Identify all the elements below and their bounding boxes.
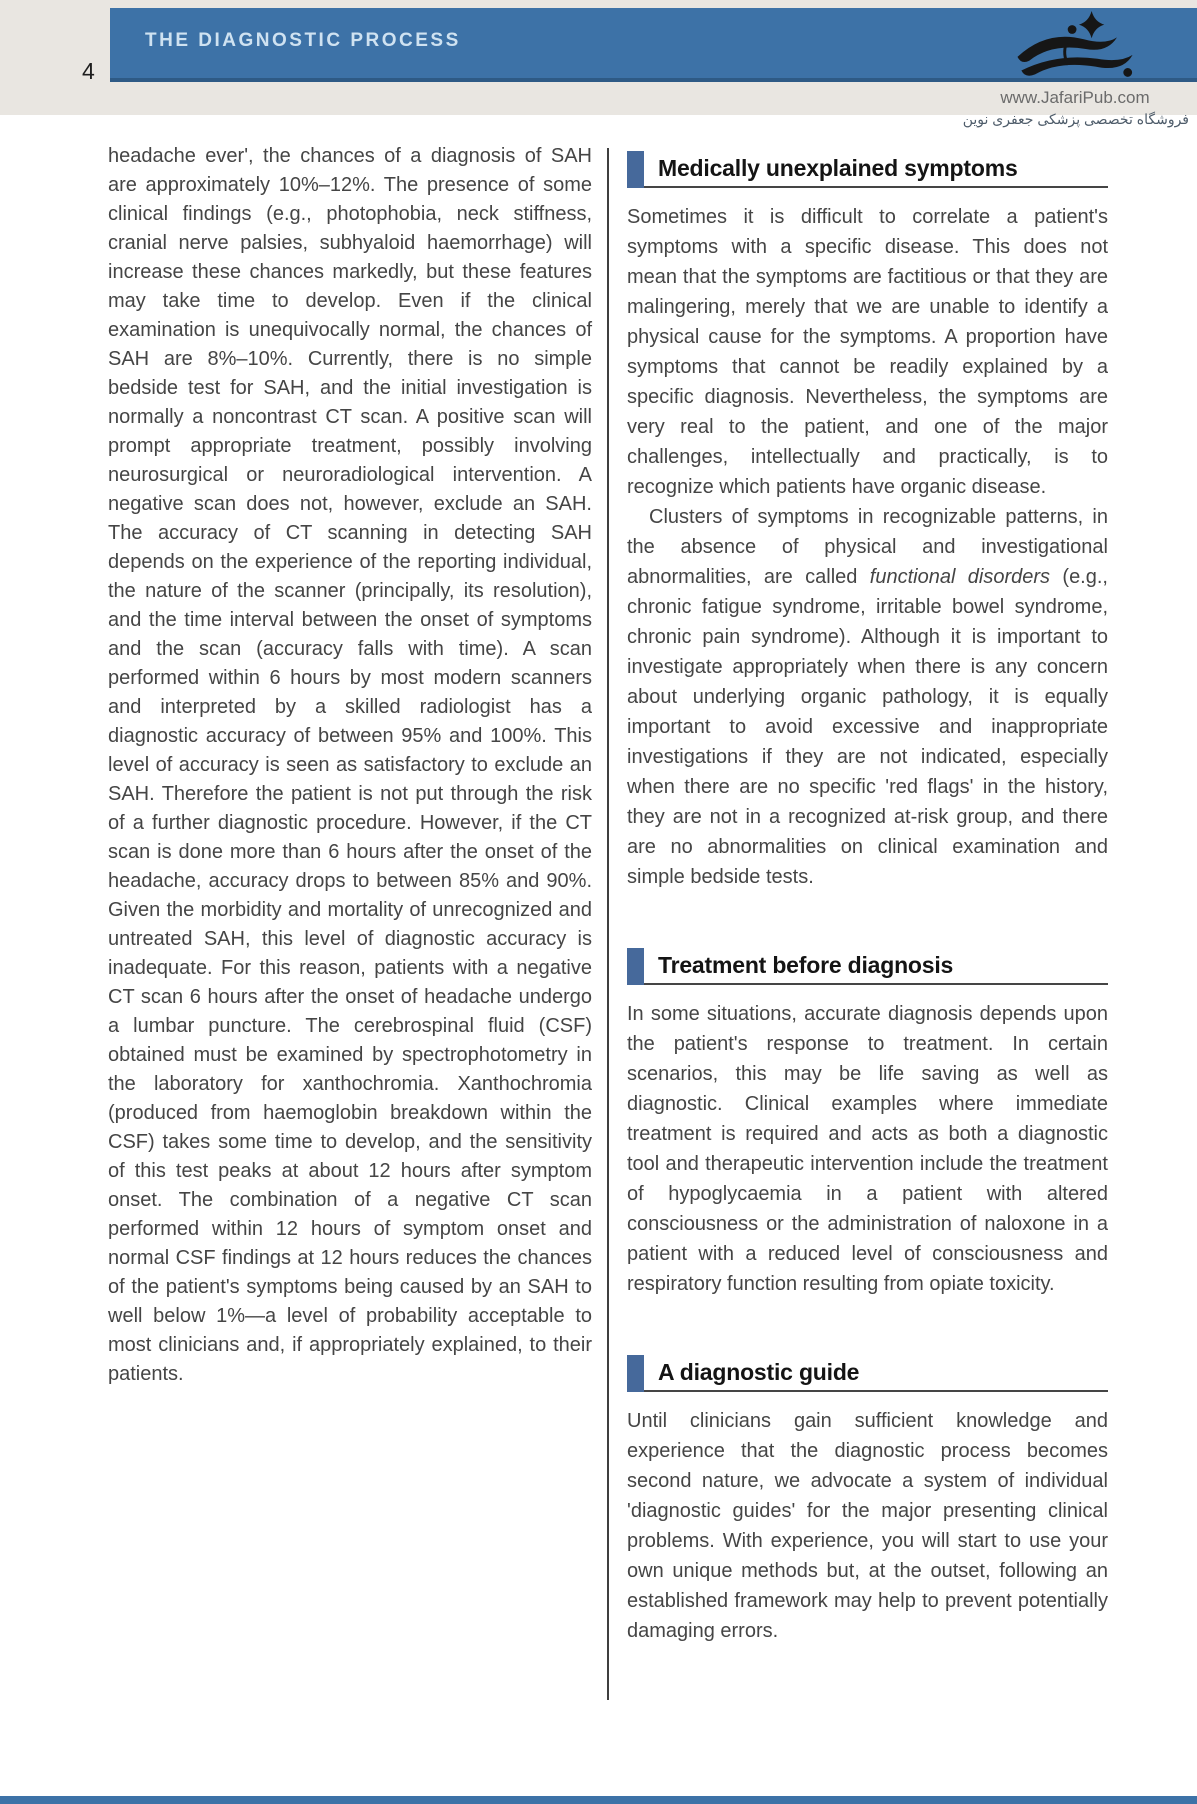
section-paragraph: In some situations, accurate diagnosis depends upon the patient's response to treatment. In certain scenarios, this may be life saving as well as diagnostic. Clinical examples where immediate treatment is required and acts as both a diagnostic tool and therapeutic intervention include the treatment of hypoglycaemia in a patient with altered consciousness or the administration of naloxone in a patient with a reduced level of consciousness and respiratory function resulting from opiate toxicity.: [627, 1003, 1108, 1295]
section-paragraph: Sometimes it is difficult to correlate a patient's symptoms with a specific disease. This does not mean that the symptoms are factitious or that they are malingering, merely that we are unable to identify a physical cause for the symptoms. A proportion have symptoms that cannot be readily explained by a specific diagnosis. Nevertheless, the symptoms are very real to the patient, and one of the major challenges, intellectually and practically, is to recognize which patients have organic disease.: [627, 206, 1108, 498]
left-text-column: [108, 142, 592, 1389]
publisher-logo: [1003, 10, 1148, 90]
section-header: [627, 1355, 1108, 1392]
chapter-title: THE DIAGNOSTIC PROCESS: [145, 30, 461, 51]
section-title: A diagnostic guide: [658, 1359, 860, 1385]
section-marker-square: [627, 948, 644, 985]
section-a-diagnostic-guide: [627, 1355, 1108, 1646]
section-medically-unexplained-symptoms: [627, 151, 1108, 892]
page-bottom-bar: [0, 1796, 1197, 1804]
italic-term: functional disorders: [869, 566, 1051, 588]
section-treatment-before-diagnosis: [627, 948, 1108, 1299]
section-paragraph: [627, 502, 1108, 892]
publisher-store-name-farsi: فروشگاه تخصصی پزشکی جعفری نوین: [962, 111, 1189, 127]
paragraph-text: Clusters of symptoms in recognizable patterns, in the absence of physical and investigational abnormalities, are called: [627, 506, 1108, 588]
right-text-column: [627, 151, 1108, 1646]
publisher-website-url: www.JafariPub.com: [1000, 88, 1150, 107]
body-paragraph-sah: headache ever', the chances of a diagnosis of SAH are approximately 10%–12%. The presence of some clinical findings (e.g., photophobia, neck stiffness, cranial nerve palsies, subhyaloid haemorrhage) will increase these chances markedly, but these features may take time to develop. Even if the clinical examination is unequivocally normal, the chances of SAH are 8%–10%. Currently, there is no simple bedside test for SAH, and the initial investigation is normally a noncontrast CT scan. A positive scan will prompt appropriate treatment, possibly involving neurosurgical or neuroradiological intervention. A negative scan does not, however, exclude an SAH. The accuracy of CT scanning in detecting SAH depends on the experience of the reporting individual, the nature of the scanner (principally, its resolution), and the time interval between the onset of symptoms and the scan (accuracy falls with time). A scan performed within 6 hours by most modern scanners and interpreted by a skilled radiologist has a diagnostic accuracy of between 95% and 100%. This level of accuracy is seen as satisfactory to exclude an SAH. Therefore the patient is not put through the risk of a further diagnostic procedure. However, if the CT scan is done more than 6 hours after the onset of the headache, accuracy drops to between 85% and 90%. Given the morbidity and mortality of unrecognized and untreated SAH, this level of diagnostic accuracy is inadequate. For this reason, patients with a negative CT scan 6 hours after the onset of headache undergo a lumbar puncture. The cerebrospinal fluid (CSF) obtained must be examined by spectrophotometry in the laboratory for xanthochromia. Xanthochromia (produced from haemoglobin breakdown within the CSF) takes some time to develop, and the sensitivity of this test peaks at about 12 hours after symptom onset. The combination of a negative CT scan performed within 12 hours of symptom onset and normal CSF findings at 12 hours reduces the chances of the patient's symptoms being caused by an SAH to well below 1%—a level of probability acceptable to most clinicians and, if appropriately explained, to their patients.: [108, 145, 592, 1385]
section-header: [627, 948, 1108, 985]
section-header-rule: [644, 1355, 1108, 1392]
column-divider-rule: [607, 148, 609, 1700]
page-number: 4: [82, 58, 95, 84]
section-header-rule: [644, 948, 1108, 985]
section-paragraph: Until clinicians gain sufficient knowledge and experience that the diagnostic process becomes second nature, we advocate a system of individual 'diagnostic guides' for the major presenting clinical problems. With experience, you will start to use your own unique methods but, at the outset, following an established framework may help to prevent potentially damaging errors.: [627, 1410, 1108, 1642]
section-header: [627, 151, 1108, 188]
section-title: Medically unexplained symptoms: [658, 155, 1018, 181]
section-marker-square: [627, 151, 644, 188]
section-title: Treatment before diagnosis: [658, 952, 954, 978]
section-marker-square: [627, 1355, 644, 1392]
section-header-rule: [644, 151, 1108, 188]
paragraph-text: (e.g., chronic fatigue syndrome, irritable bowel syndrome, chronic pain syndrome). Although it is important to investigate appropriately when there is any concern about underlying organic pathology, it is equally important to avoid excessive and inappropriate investigations if they are not indicated, especially when there are no specific 'red flags' in the history, they are not in a recognized at-risk group, and there are no abnormalities on clinical examination and simple bedside tests.: [627, 566, 1108, 888]
jafari-calligraphy-icon: [1006, 10, 1146, 90]
